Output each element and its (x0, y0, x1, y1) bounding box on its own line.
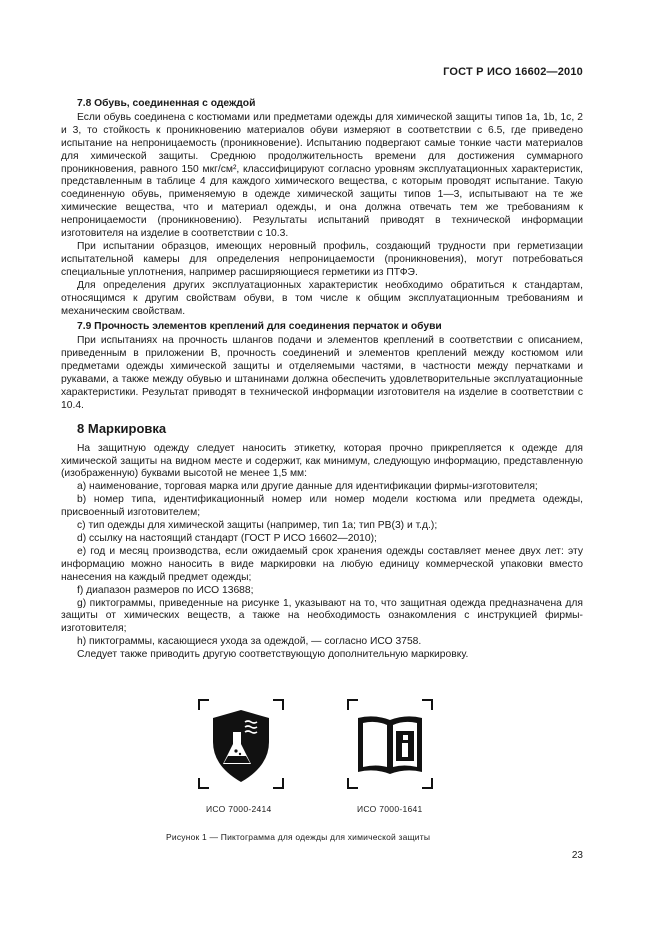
list-item: h) пиктограммы, касающиеся ухода за одеждой, — согласно ИСО 3758. (77, 636, 422, 648)
list-item: g) пиктограммы, приведенные на рисунке 1, указывают на то, что защитная одежда предназначена для защиты от химических веществ, а также на необходимость ознакомления с инструкцией фирмы-изготовителя; (61, 597, 583, 635)
paragraph: Для определения других эксплуатационных характеристик необходимо обратиться к стандартам, относящимся к другим свойствам обуви, в том числе к общим эксплуатационным требованиям и механическим свойствам. (61, 279, 583, 317)
list-item: d) ссылку на настоящий стандарт (ГОСТ Р ИСО 16602—2010); (77, 533, 377, 544)
chemical-protection-shield-icon (197, 698, 285, 790)
subsection-heading-7-9: 7.9 Прочность элементов креплений для соединения перчаток и обуви (77, 321, 442, 333)
pictogram-label: ИСО 7000-2414 (206, 804, 272, 814)
figure-caption: Рисунок 1 — Пиктограмма для одежды для химической защиты (166, 832, 431, 842)
document-body (61, 98, 583, 662)
paragraph: При испытании образцов, имеющих неровный профиль, создающий трудности при герметизации испытательной камеры для определения непроницаемости (проникновения), могут потребоваться специальные уплотнения, например расширяющиеся герметики из ПТФЭ. (61, 240, 583, 278)
figure-1 (0, 692, 661, 852)
list-item: f) диапазон размеров по ИСО 13688; (77, 584, 254, 596)
list-item: e) год и месяц производства, если ожидаемый срок хранения одежды составляет менее двух лет: эту информацию можно наносить в виде маркировки на любую единицу коммерческой упаковки вместо нанесения на каждый предмет одежды; (61, 545, 583, 583)
section-heading-8: 8 Маркировка (77, 420, 167, 436)
paragraph: Если обувь соединена с костюмами или предметами одежды для химической защиты типов 1а, 1b, 1с, 2 и 3, то стойкость к проникновению материалов обуви измеряют в соответствии с 6.5, где приведено испытание на непроницаемость (проникновение). Испытанию подвергают самые тонкие части материалов для химической защиты. Среднюю продолжительность времени для достижения суммарного проникновения, равного 150 мкг/см², классифицируют согласно уровням эксплуатационных характеристик, представленным в таблице 4 для каждого химического вещества, с которым проводят испытание. Такую соединенную обувь, применяемую в одежде химической защиты типов 1—3, испытывают на те же химические вещества, что и материал одежды, и она должна отвечать тем же требованиям к непроницаемости (проникновению). Результаты испытаний приводят в технической информации изготовителя на изделие в соответствии с 10.3. (61, 111, 583, 240)
paragraph: Следует также приводить другую соответствующую дополнительную маркировку. (77, 649, 469, 661)
list-item: a) наименование, торговая марка или другие данные для идентификации фирмы-изготовителя; (77, 481, 538, 493)
page-number: 23 (571, 850, 583, 861)
read-instructions-book-icon (346, 698, 434, 790)
paragraph: На защитную одежду следует наносить этикетку, которая прочно прикрепляется к одежде для химической защиты на видном месте и содержит, как минимум, следующую информацию, представленную (изображенную) буквами высотой не менее 1,5 мм: (61, 442, 583, 480)
list-item: b) номер типа, идентификационный номер или номер модели костюма или предмета одежды, присвоенный изготовителем; (61, 494, 583, 519)
subsection-heading-7-8: 7.8 Обувь, соединенная с одеждой (77, 98, 256, 109)
pictogram-label: ИСО 7000-1641 (357, 804, 423, 814)
document-header: ГОСТ Р ИСО 16602—2010 (443, 66, 583, 78)
list-item: c) тип одежды для химической защиты (например, тип 1а; тип PB(3) и т.д.); (77, 520, 438, 532)
paragraph: При испытаниях на прочность шлангов подачи и элементов креплений в соответствии с описанием, приведенным в приложении В, прочность соединений и элементов креплений между костюмом или предметами одежды химической защиты и отделяемыми частями, в частности между перчатками и рукавами, а также между обувью и штанинами должна обеспечить удовлетворительные эксплуатационные характеристики. Результат приводят в технической информации изготовителя на изделие в соответствии с 10.4. (61, 335, 583, 411)
